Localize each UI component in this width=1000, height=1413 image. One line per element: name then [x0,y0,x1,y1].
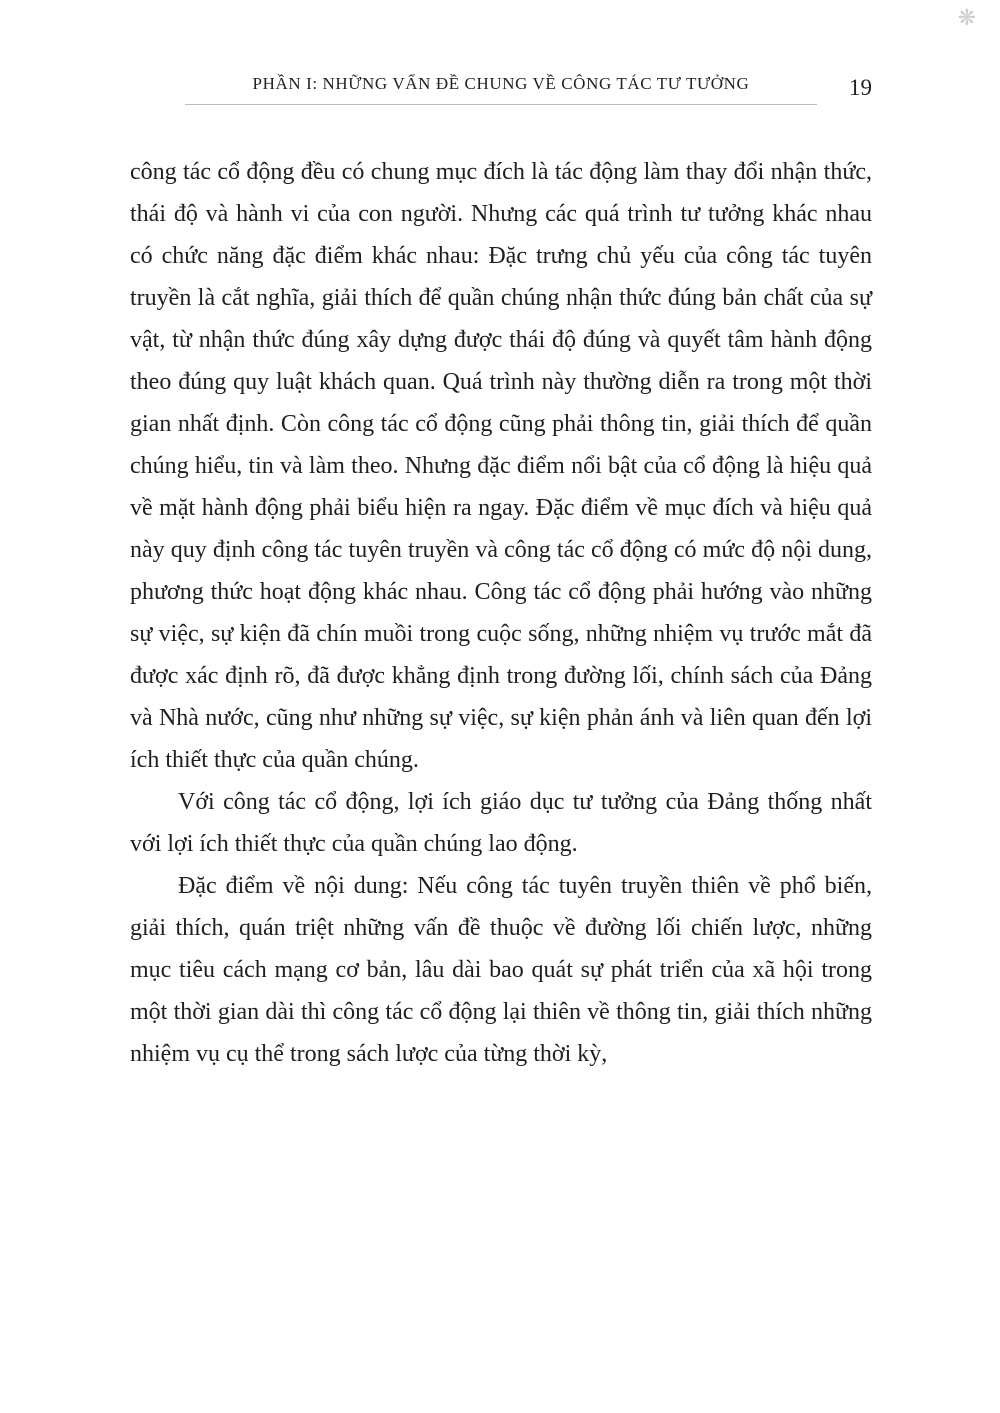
paragraph: Với công tác cổ động, lợi ích giáo dục tư tưởng của Đảng thống nhất với lợi ích thiết thực của quần chúng lao động. [130,789,872,857]
header-title: PHẦN I: NHỮNG VẤN ĐỀ CHUNG VỀ CÔNG TÁC TƯ TƯỞNG [252,74,750,93]
paragraph: Đặc điểm về nội dung: Nếu công tác tuyên truyền thiên về phổ biến, giải thích, quán triệt những vấn đề thuộc về đường lối chiến lược, những mục tiêu cách mạng cơ bản, lâu dài bao quát sự phát triển của xã hội trong một thời gian dài thì công tác cổ động lại thiên về thông tin, giải thích những nhiệm vụ cụ thể trong sách lược của từng thời kỳ, [130,873,872,1067]
paragraph: công tác cổ động đều có chung mục đích là tác động làm thay đổi nhận thức, thái độ và hành vi của con người. Nhưng các quá trình tư tưởng khác nhau có chức năng đặc điểm khác nhau: Đặc trưng chủ yếu của công tác tuyên truyền là cắt nghĩa, giải thích để quần chúng nhận thức đúng bản chất của sự vật, từ nhận thức đúng xây dựng được thái độ đúng và quyết tâm hành động theo đúng quy luật khách quan. Quá trình này thường diễn ra trong một thời gian nhất định. Còn công tác cổ động cũng phải thông tin, giải thích để quần chúng hiểu, tin và làm theo. Nhưng đặc điểm nổi bật của cổ động là hiệu quả về mặt hành động phải biểu hiện ra ngay. Đặc điểm về mục đích và hiệu quả này quy định công tác tuyên truyền và công tác cổ động có mức độ nội dung, phương thức hoạt động khác nhau. Công tác cổ động phải hướng vào những sự việc, sự kiện đã chín muồi trong cuộc sống, những nhiệm vụ trước mắt đã được xác định rõ, đã được khẳng định trong đường lối, chính sách của Đảng và Nhà nước, cũng như những sự việc, sự kiện phản ánh và liên quan đến lợi ích thiết thực của quần chúng. [130,159,872,773]
page-number: 19 [849,75,872,100]
body-text [130,151,872,1075]
flower-icon: ❋ [957,6,976,31]
running-header [130,74,872,105]
header-rule [185,74,817,105]
